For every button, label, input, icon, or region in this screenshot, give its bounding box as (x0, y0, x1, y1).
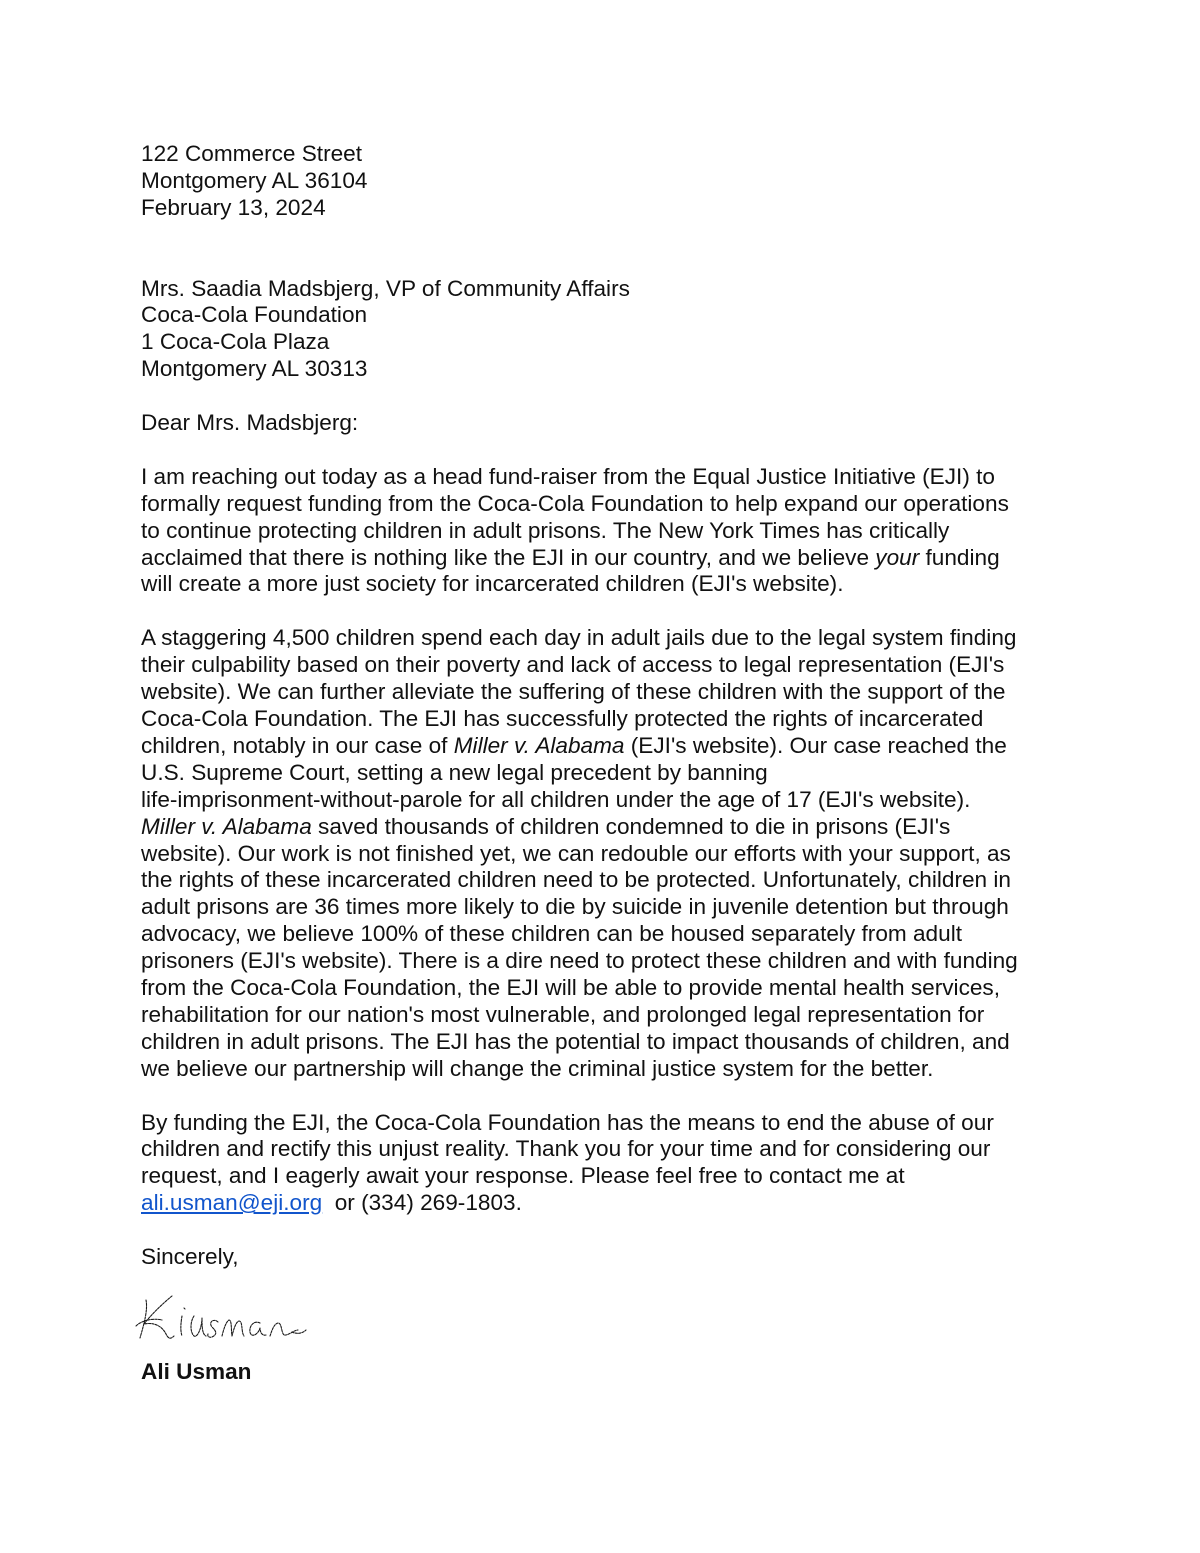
paragraph-line: the rights of these incarcerated children need to be protected. Unfortunately, children in (141, 867, 1011, 893)
paragraph-line: A staggering 4,500 children spend each day in adult jails due to the legal system finding (141, 625, 1017, 651)
sender-city: Montgomery AL 36104 (141, 167, 368, 193)
paragraph-line: to continue protecting children in adult prisons. The New York Times has critically (141, 517, 950, 543)
signature-graphic (132, 1290, 317, 1350)
paragraph-line: U.S. Supreme Court, setting a new legal precedent by banning (141, 759, 768, 785)
paragraph-line: formally request funding from the Coca-Cola Foundation to help expand our operations (141, 490, 1009, 516)
case-name: Miller v. Alabama (453, 732, 625, 758)
paragraph-line: their culpability based on their poverty and lack of access to legal representation (EJI's (141, 652, 1005, 678)
recipient-address (141, 276, 1071, 384)
recipient-street: 1 Coca-Cola Plaza (141, 329, 330, 355)
paragraph-line: adult prisons are 36 times more likely to die by suicide in juvenile detention but through (141, 894, 1009, 920)
sender-address (141, 141, 1071, 222)
paragraph-line: By funding the EJI, the Coca-Cola Foundation has the means to end the abuse of our (141, 1109, 994, 1135)
paragraph-line: I am reaching out today as a head fund-raiser from the Equal Justice Initiative (EJI) to (141, 463, 995, 489)
letter-date: February 13, 2024 (141, 194, 326, 220)
paragraph-line: Coca-Cola Foundation. The EJI has successfully protected the rights of incarcerated (141, 705, 984, 731)
paragraph-line: rehabilitation for our nation's most vulnerable, and prolonged legal representation for (141, 1001, 985, 1027)
paragraph-line: advocacy, we believe 100% of these children can be housed separately from adult (141, 921, 962, 947)
recipient-organization: Coca-Cola Foundation (141, 302, 368, 328)
paragraph-line: request, and I eagerly await your response. Please feel free to contact me at (141, 1163, 905, 1189)
paragraph-line (141, 814, 1071, 841)
paragraph-body (141, 625, 1071, 1082)
paragraph-line: from the Coca-Cola Foundation, the EJI will be able to provide mental health services, (141, 975, 1001, 1001)
text-run: funding (919, 544, 1000, 570)
paragraph-line (141, 733, 1071, 760)
signer-name: Ali Usman (141, 1359, 252, 1384)
paragraph-line: children and rectify this unjust reality. Thank you for your time and for considering our (141, 1136, 991, 1162)
closing: Sincerely, (141, 1244, 239, 1270)
sender-street: 122 Commerce Street (141, 141, 363, 166)
paragraph-line (141, 1190, 1071, 1217)
paragraph-line: children in adult prisons. The EJI has the potential to impact thousands of children, and (141, 1028, 1010, 1054)
signature-image (132, 1290, 317, 1350)
text-run: children, notably in our case of (141, 732, 454, 758)
paragraph-closing (141, 1110, 1071, 1218)
text-run: saved thousands of children condemned to die in prisons (EJI's (311, 813, 951, 839)
paragraph-intro (141, 464, 1071, 599)
phone-text: or (334) 269-1803. (322, 1190, 522, 1216)
paragraph-line: life-imprisonment-without-parole for all children under the age of 17 (EJI's website). (141, 786, 971, 812)
paragraph-line: we believe our partnership will change the criminal justice system for the better. (141, 1055, 934, 1081)
text-run: (EJI's website). Our case reached the (624, 732, 1007, 758)
paragraph-line: will create a more just society for incarcerated children (EJI's website). (141, 571, 844, 597)
paragraph-line: website). We can further alleviate the suffering of these children with the support of the (141, 679, 1006, 705)
text-run: acclaimed that there is nothing like the EJI in our country, and we believe (141, 544, 876, 570)
paragraph-line (141, 545, 1071, 572)
recipient-city: Montgomery AL 30313 (141, 356, 368, 382)
emphasis-your: your (875, 544, 920, 570)
case-name: Miller v. Alabama (141, 813, 312, 839)
email-link[interactable]: ali.usman@eji.org (141, 1190, 323, 1216)
recipient-name: Mrs. Saadia Madsbjerg, VP of Community Affairs (141, 275, 630, 301)
letter-body (141, 141, 1071, 1271)
salutation: Dear Mrs. Madsbjerg: (141, 410, 359, 436)
paragraph-line: prisoners (EJI's website). There is a dire need to protect these children and with funding (141, 948, 1018, 974)
paragraph-line: website). Our work is not finished yet, we can redouble our efforts with your support, as (141, 840, 1011, 866)
